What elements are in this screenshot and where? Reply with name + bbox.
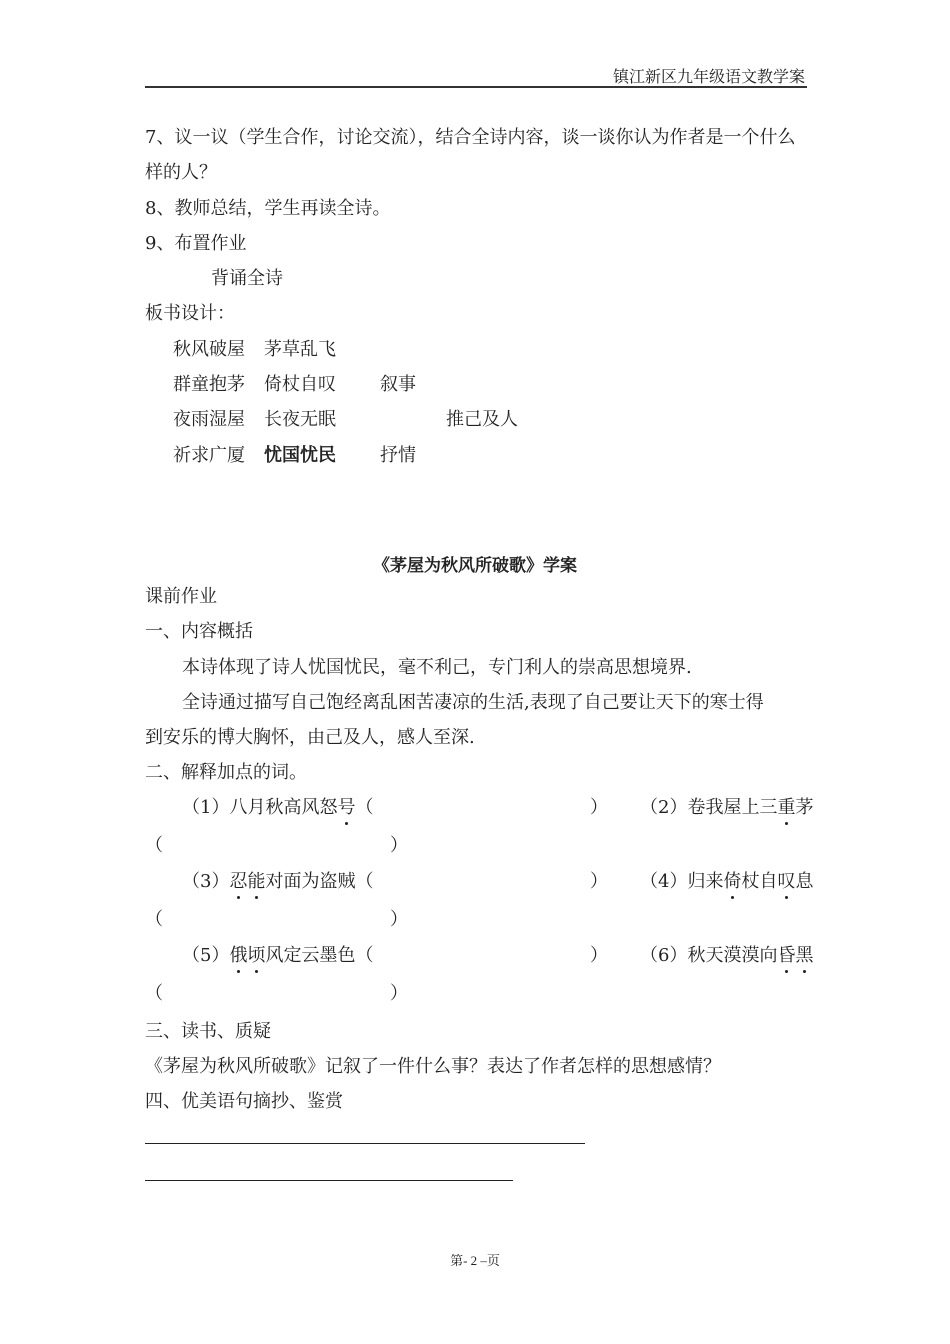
summary-2-line-2: 到安乐的博大胸怀，由己及人，感人至深.: [145, 727, 475, 748]
item-6-dotted-char-1: 昏: [777, 945, 796, 966]
item-3-text: 对面为盗贼（: [265, 871, 374, 892]
item-3-number: （3）: [182, 871, 230, 892]
board-row-4-c: 抒情: [380, 445, 416, 466]
item-6-open-paren: （: [145, 983, 163, 1004]
page-number: 第- 2 –页: [450, 1253, 500, 1268]
item-2-dotted-char: 重: [777, 797, 796, 818]
item-3-dotted-char-2: 能: [247, 871, 266, 892]
item-1-dotted-char: 号: [337, 797, 356, 818]
item-4-text: （4）归来: [640, 871, 724, 892]
step-9-task: 背诵全诗: [211, 268, 283, 289]
section-4-heading: 四、优美语句摘抄、鉴赏: [145, 1091, 343, 1112]
board-label: 板书设计：: [145, 303, 235, 324]
answer-line-2: [145, 1180, 513, 1181]
pre-work-label: 课前作业: [145, 586, 217, 607]
item-4-dotted-char-2: 叹: [777, 871, 796, 892]
item-6: [640, 945, 813, 967]
header-rule: [145, 86, 807, 88]
item-3-close-paren: ）: [590, 871, 608, 892]
item-4-open-paren: （: [145, 909, 163, 930]
section-3-question: 《茅屋为秋风所破歌》记叙了一件什么事？表达了作者怎样的思想感情？: [145, 1056, 721, 1077]
item-2-close-paren: ）: [390, 835, 408, 856]
item-3-dotted-char-1: 忍: [229, 871, 248, 892]
step-7-line-2: 样的人？: [145, 162, 217, 183]
answer-line-1: [145, 1143, 585, 1144]
board-row-4-a: 祈求广厦: [173, 445, 245, 466]
item-4-dotted-char-1: 倚: [723, 871, 742, 892]
section-2-heading: 二、解释加点的词。: [145, 762, 307, 783]
summary-2-line-1: 全诗通过描写自己饱经离乱困苦凄凉的生活,表现了自己要让天下的寒士得: [182, 692, 764, 713]
item-2-text: （2）卷我屋上三: [640, 797, 778, 818]
item-1: [182, 797, 373, 819]
item-3: [182, 871, 373, 893]
item-2: [640, 797, 813, 819]
item-4-mid: 杖自: [741, 871, 778, 892]
summary-1: 本诗体现了诗人忧国忧民，毫不利己，专门利人的崇高思想境界.: [182, 657, 692, 678]
board-row-4-b: 忧国忧民: [264, 445, 336, 466]
item-5-text: 风定云墨色（: [265, 945, 374, 966]
item-2-open-paren: （: [145, 835, 163, 856]
item-4-tail: 息: [795, 871, 814, 892]
item-5: [182, 945, 373, 967]
step-9: 9、布置作业: [145, 233, 247, 254]
item-5-number: （5）: [182, 945, 230, 966]
item-2-tail: 茅: [795, 797, 814, 818]
item-6-dotted-char-2: 黑: [795, 945, 814, 966]
board-row-2-b: 倚杖自叹: [264, 374, 336, 395]
step-8: 8、教师总结，学生再读全诗。: [145, 198, 391, 219]
section-1-heading: 一、内容概括: [145, 621, 253, 642]
item-1-close-paren: ）: [590, 797, 608, 818]
item-1-text: （1）八月秋高风怒: [182, 797, 338, 818]
board-row-1-b: 茅草乱飞: [264, 339, 336, 360]
board-row-3-d: 推己及人: [446, 409, 518, 430]
xuean-title: 《茅屋为秋风所破歌》学案: [373, 556, 577, 576]
item-6-close-paren: ）: [390, 983, 408, 1004]
board-row-3-a: 夜雨湿屋: [173, 409, 245, 430]
item-1-open-paren: （: [355, 797, 374, 818]
board-row-2-a: 群童抱茅: [173, 374, 245, 395]
board-row-3-b: 长夜无眠: [264, 409, 336, 430]
item-4-close-paren: ）: [390, 909, 408, 930]
item-4: [640, 871, 813, 893]
section-3-heading: 三、读书、质疑: [145, 1021, 271, 1042]
item-5-close-paren: ）: [590, 945, 608, 966]
item-5-dotted-char-2: 顷: [247, 945, 266, 966]
step-7-line-1: 7、议一议（学生合作，讨论交流），结合全诗内容，谈一谈你认为作者是一个什么: [145, 127, 796, 148]
board-row-2-c: 叙事: [380, 374, 416, 395]
item-6-text: （6）秋天漠漠向: [640, 945, 778, 966]
board-row-1-a: 秋风破屋: [173, 339, 245, 360]
item-5-dotted-char-1: 俄: [229, 945, 248, 966]
page-header: 镇江新区九年级语文教学案: [612, 67, 805, 86]
